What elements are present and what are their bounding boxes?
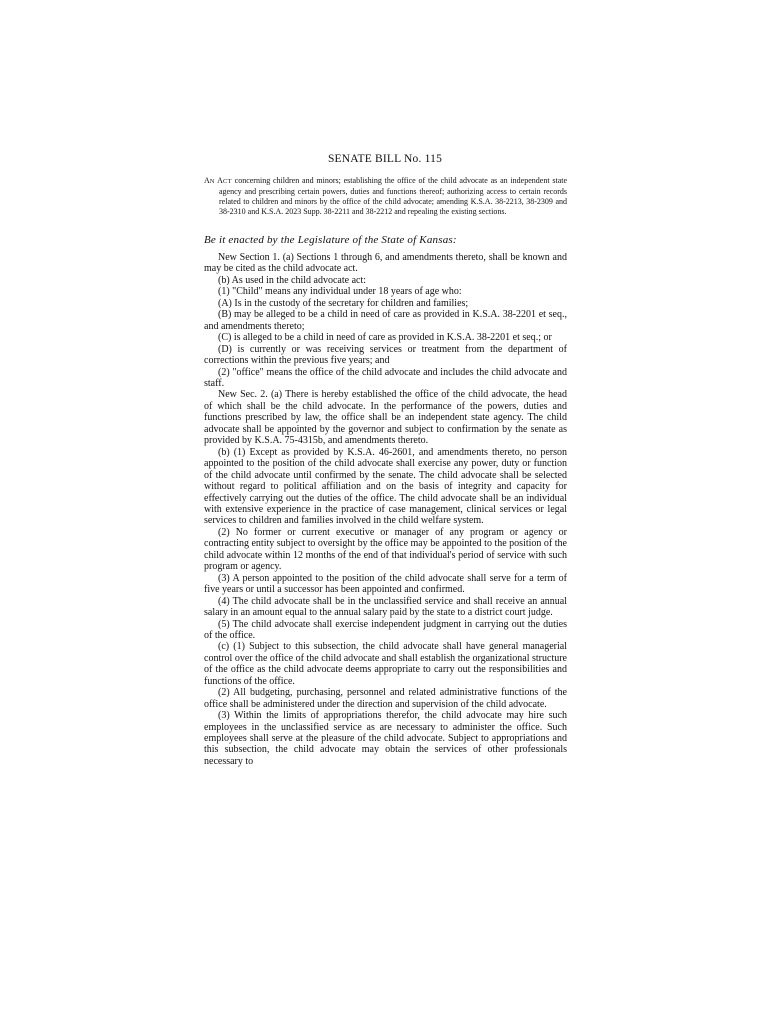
paragraph: (2) "office" means the office of the child advocate and includes the child advocate and staff. [204,366,567,389]
paragraph: (3) Within the limits of appropriations therefor, the child advocate may hire such employees in the unclassified service as are necessary to administer the office. Such employees shall serve at the pleasure of the child advocate. Subject to appropriations and this subsection, the child advocate may obtain the services of other professionals necessary to [204,710,567,767]
paragraph: (4) The child advocate shall be in the unclassified service and shall receive an annual salary in an amount equal to the annual salary paid by the state to a district court judge. [204,595,567,619]
paragraph: (2) No former or current executive or manager of any program or agency or contracting entity subject to oversight by the office may be appointed to the position of the child advocate within 12 months of the end of that individual's period of service with such program or agency. [204,526,567,573]
paragraph: (A) Is in the custody of the secretary for children and families; [218,297,469,309]
act-title [204,176,567,217]
act-prefix-n: N [209,178,215,185]
act-prefix-a: A [217,176,223,185]
paragraph: (3) A person appointed to the position of the child advocate shall serve for a term of five years or until a successor has been appointed and confirmed. [204,572,567,596]
act-prefix-ct: CT [222,178,232,185]
paragraph: (2) All budgeting, purchasing, personnel and related administrative functions of the office shall be administered under the direction and supervision of the child advocate. [204,687,567,710]
paragraph: (D) is currently or was receiving services or treatment from the department of corrections within the previous five years; and [204,343,567,367]
paragraph: (5) The child advocate shall exercise independent judgment in carrying out the duties of the office. [204,618,567,641]
paragraph: (c) (1) Subject to this subsection, the child advocate shall have general managerial control over the office of the child advocate and shall establish the organizational structure of the office as the child advocate deems appropriate to carry out the responsibilities and functions of the office. [204,641,567,687]
paragraph: (1) "Child" means any individual under 18 years of age who: [218,286,462,298]
paragraph: (b) As used in the child advocate act: [218,274,367,286]
act-text: concerning children and minors; establishing the office of the child advocate as an independent state agency and prescribing certain powers, duties and functions thereof; authorizing access to certain records related to children and minors by the office of the child advocate; amending K.S.A. 38-2213, 38-2309 and 38-2310 and K.S.A. 2023 Supp. 38-2211 and 38-2212 and repealing the existing sections. [219,176,568,216]
bill-body [204,252,567,767]
bill-title: SENATE BILL No. 115 [327,153,443,165]
paragraph: (b) (1) Except as provided by K.S.A. 46-2601, and amendments thereto, no person appointed to the position of the child advocate shall exercise any power, duty or function of the child advocate until confirmed by the senate. The child advocate shall be selected without regard to political affiliation and on the basis of integrity and capacity for effectively carrying out the duties of the office. The child advocate shall be an individual with extensive experience in the practice of case management, clinical services or legal services to children and families involved in the child welfare system. [204,446,567,527]
act-prefix-first: A [204,176,210,185]
paragraph: (C) is alleged to be a child in need of care as provided in K.S.A. 38-2201 et seq.; or [218,332,552,344]
enacting-clause: Be it enacted by the Legislature of the State of Kansas: [204,234,457,246]
paragraph: (B) may be alleged to be a child in need of care as provided in K.S.A. 38-2201 et seq., and amendments thereto; [204,309,567,332]
paragraph: New Section 1. (a) Sections 1 through 6, and amendments thereto, shall be known and may be cited as the child advocate act. [204,252,567,275]
paragraph: New Sec. 2. (a) There is hereby established the office of the child advocate, the head of which shall be the child advocate. In the performance of the powers, duties and functions prescribed by law, the office shall be an independent state agency. The child advocate shall be appointed by the governor and subject to confirmation by the senate as provided by K.S.A. 75-4315b, and amendments thereto. [204,389,567,447]
